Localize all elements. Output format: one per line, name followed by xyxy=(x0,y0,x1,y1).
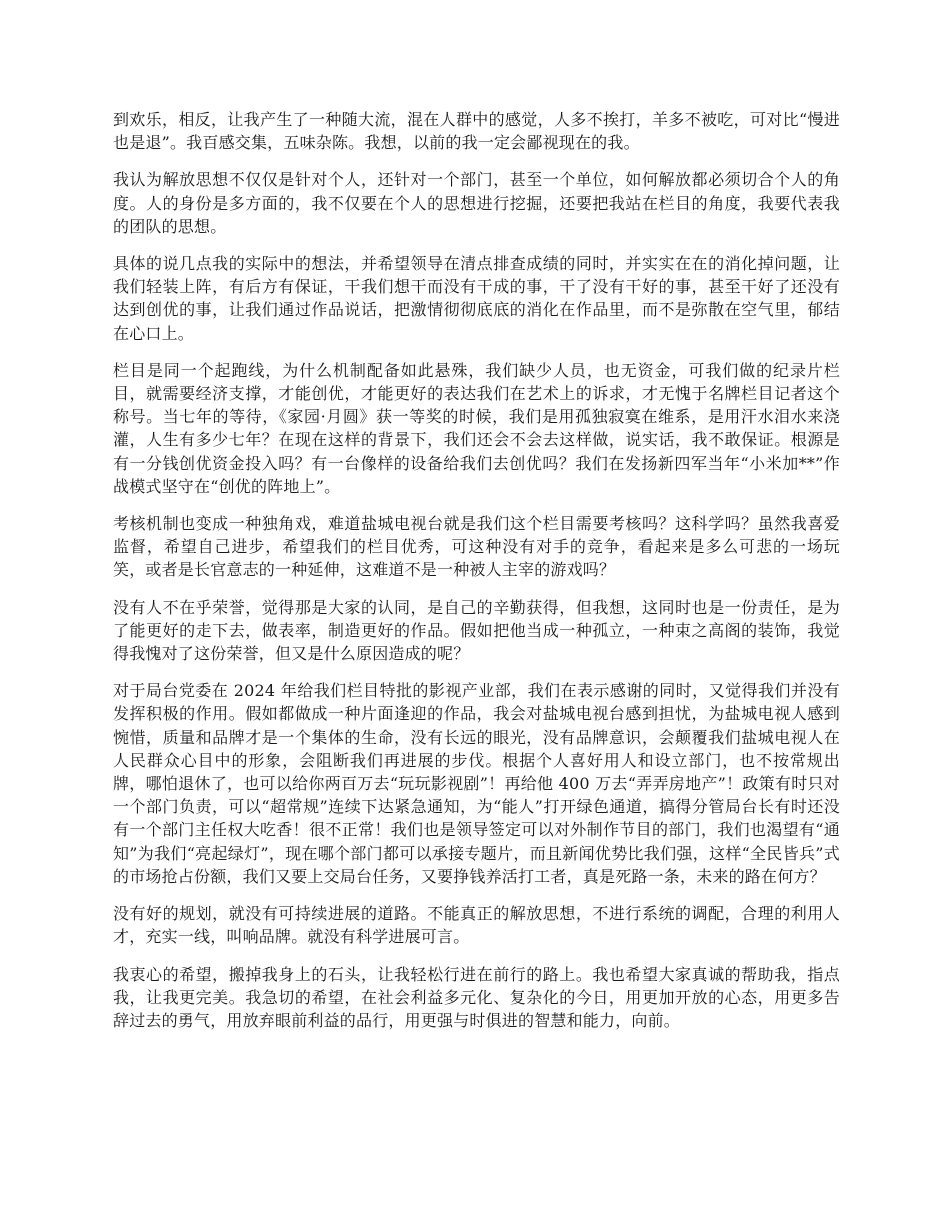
paragraph-2: 我认为解放思想不仅仅是针对个人，还针对一个部门，甚至一个单位，如何解放都必须切合个人的角度。人的身份是多方面的，我不仅要在个人的思想进行挖掘，还要把我站在栏目的角度，我要代表我的团队的思想。 xyxy=(113,170,840,236)
paragraph-7: 对于局台党委在 2024 年给我们栏目特批的影视产业部，我们在表示感谢的同时，又觉得我们并没有发挥积极的作用。假如都做成一种片面逢迎的作品，我会对盐城电视台感到担忧，为盐城电视人感到惋惜，质量和品牌才是一个集体的生命，没有长远的眼光，没有品牌意识，会颠覆我们盐城电视人在人民群众心目中的形象，会阻断我们再进展的步伐。根据个人喜好用人和设立部门，也不按常规出牌，哪怕退休了，也可以给你两百万去“玩玩影视剧”！再给他 400 万去“弄弄房地产”！政策有时只对一个部门负责，可以“超常规”连续下达紧急通知，为“能人”打开绿色通道，搞得分管局台长有时还没有一个部门主任权大吃香！很不正常！我们也是领导签定可以对外制作节目的部门，我们也渴望有“通知”为我们“亮起绿灯”，现在哪个部门都可以承接专题片，而且新闻优势比我们强，这样“全民皆兵”式的市场抢占份额，我们又要上交局台任务，又要挣钱养活打工者，真是死路一条，未来的路在何方？ xyxy=(113,681,840,886)
paragraph-4: 栏目是同一个起跑线，为什么机制配备如此悬殊，我们缺少人员，也无资金，可我们做的纪录片栏目，就需要经济支撑，才能创优，才能更好的表达我们在艺术上的诉求，才无愧于名牌栏目记者这个称号。当七年的等待，《家园·月圆》获一等奖的时候，我们是用孤独寂寞在维系，是用汗水泪水来浇灌，人生有多少七年？在现在这样的背景下，我们还会不会去这样做，说实话，我不敢保证。根源是有一分钱创优资金投入吗？有一台像样的设备给我们去创优吗？我们在发扬新四军当年“小米加**”作战模式坚守在“创优的阵地上”。 xyxy=(113,360,840,496)
paragraph-5: 考核机制也变成一种独角戏，难道盐城电视台就是我们这个栏目需要考核吗？这科学吗？虽然我喜爱监督，希望自己进步，希望我们的栏目优秀，可这种没有对手的竞争，看起来是多么可悲的一场玩笑，或者是长官意志的一种延伸，这难道不是一种被人主宰的游戏吗？ xyxy=(113,514,840,580)
paragraph-3: 具体的说几点我的实际中的想法，并希望领导在清点排查成绩的同时，并实实在在的消化掉问题，让我们轻装上阵，有后方有保证，干我们想干而没有干成的事，干了没有干好的事，甚至干好了还没有达到创优的事，让我们通过作品说话，把激情彻彻底底的消化在作品里，而不是弥散在空气里，郁结在心口上。 xyxy=(113,254,840,343)
document-page xyxy=(113,108,840,1046)
paragraph-6: 没有人不在乎荣誉，觉得那是大家的认同，是自己的辛勤获得，但我想，这同时也是一份责任，是为了能更好的走下去，做表率，制造更好的作品。假如把他当成一种孤立，一种束之高阁的装饰，我觉得我愧对了这份荣誉，但又是什么原因造成的呢？ xyxy=(113,597,840,664)
paragraph-1: 到欢乐，相反，让我产生了一种随大流，混在人群中的感觉，人多不挨打，羊多不被吃，可对比“慢进也是退”。我百感交集，五味杂陈。我想，以前的我一定会鄙视现在的我。 xyxy=(113,110,840,153)
paragraph-9: 我衷心的希望，搬掉我身上的石头，让我轻松行进在前行的路上。我也希望大家真诚的帮助我，指点我，让我更完美。我急切的希望，在社会利益多元化、复杂化的今日，用更加开放的心态，用更多告辞过去的勇气，用放弃眼前利益的品行，用更强与时俱进的智慧和能力，向前。 xyxy=(113,964,840,1030)
paragraph-8: 没有好的规划，就没有可持续进展的道路。不能真正的解放思想，不进行系统的调配，合理的利用人才，充实一线，叫响品牌。就没有科学进展可言。 xyxy=(113,904,840,947)
